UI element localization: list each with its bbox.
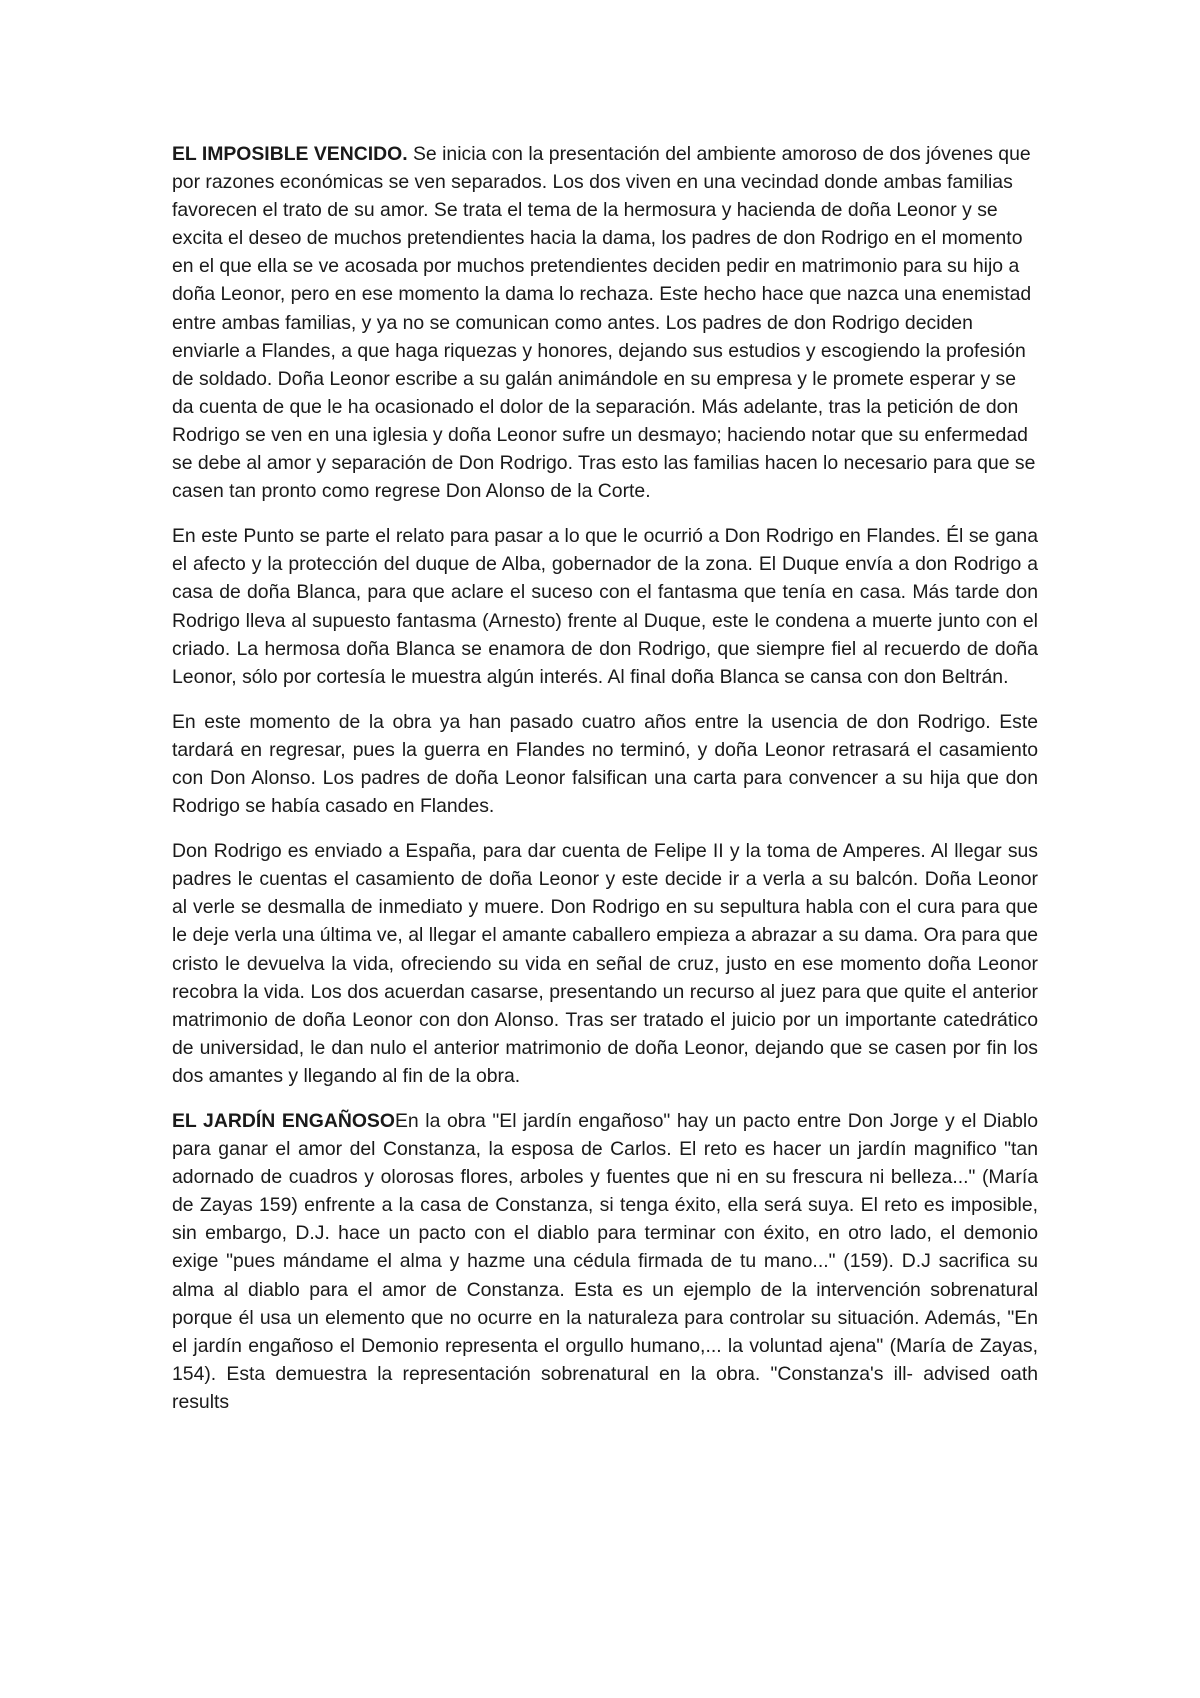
paragraph-text: En la obra "El jardín engañoso" hay un pacto entre Don Jorge y el Diablo para ganar el amor del Constanza, la esposa de Carlos. El reto es hacer un jardín magnifico "tan adornado de cuadros y olorosas flores, arboles y fuentes que ni en su frescura ni belleza..." (María de Zayas 159) enfrente a la casa de Constanza, si tenga éxito, ella será suya. El reto es imposible, sin embargo, D.J. hace un pacto con el diablo para terminar con éxito, en otro lado, el demonio exige "pues mándame el alma y hazme una cédula firmada de tu mano..." (159). D.J sacrifica su alma al diablo para el amor de Constanza. Esta es un ejemplo de la intervención sobrenatural porque él usa un elemento que no ocurre en la naturaleza para controlar su situación. Además, "En el jardín engañoso el Demonio representa el orgullo humano,... la voluntad ajena" (María de Zayas, 154). Esta demuestra la representación sobrenatural en la obra. "Constanza's ill- advised oath results [172, 1110, 1039, 1413]
paragraph-jardin-enganoso [172, 1107, 1038, 1416]
paragraph-flandes: En este Punto se parte el relato para pasar a lo que le ocurrió a Don Rodrigo en Flandes. Él se gana el afecto y la protección del duque de Alba, gobernador de la zona. El Duque envía a don Rodrigo a casa de doña Blanca, para que aclare el suceso con el fantasma que tenía en casa. Más tarde don Rodrigo lleva al supuesto fantasma (Arnesto) frente al Duque, este le condena a muerte junto con el criado. La hermosa doña Blanca se enamora de don Rodrigo, que siempre fiel al recuerdo de doña Leonor, sólo por cortesía le muestra algún interés. Al final doña Blanca se cansa con don Beltrán. [172, 525, 1038, 688]
paragraph-imposible-vencido [172, 140, 1038, 505]
paragraph-regreso: Don Rodrigo es enviado a España, para dar cuenta de Felipe II y la toma de Amperes. Al llegar sus padres le cuentas el casamiento de doña Leonor y este decide ir a verla a su balcón. Doña Leonor al verle se desmalla de inmediato y muere. Don Rodrigo en su sepultura habla con el cura para que le deje verla una última ve, al llegar el amante caballero empieza a abrazar a su dama. Ora para que cristo le devuelva la vida, ofreciendo su vida en señal de cruz, justo en ese momento doña Leonor recobra la vida. Los dos acuerdan casarse, presentando un recurso al juez para que quite el anterior matrimonio de doña Leonor con don Alonso. Tras ser tratado el juicio por un importante catedrático de universidad, le dan nulo el anterior matrimonio de doña Leonor, dejando que se casen por fin los dos amantes y llegando al fin de la obra. [172, 840, 1038, 1087]
document-page [172, 140, 1038, 1433]
paragraph-text: Se inicia con la presentación del ambiente amoroso de dos jóvenes que por razones económicas se ven separados. Los dos viven en una vecindad donde ambas familias favorecen el trato de su amor. Se trata el tema de la hermosura y hacienda de doña Leonor y se excita el deseo de muchos pretendientes hacia la dama, los padres de don Rodrigo en el momento en el que ella se ve acosada por muchos pretendientes deciden pedir en matrimonio para su hijo a doña Leonor, pero en ese momento la dama lo rechaza. Este hecho hace que nazca una enemistad entre ambas familias, y ya no se comunican como antes. Los padres de don Rodrigo deciden enviarle a Flandes, a que haga riquezas y honores, dejando sus estudios y escogiendo la profesión de soldado. Doña Leonor escribe a su galán animándole en su empresa y le promete esperar y se da cuenta de que le ha ocasionado el dolor de la separación. Más adelante, tras la petición de don Rodrigo se ven en una iglesia y doña Leonor sufre un desmayo; haciendo notar que su enfermedad se debe al amor y separación de Don Rodrigo. Tras esto las familias hacen lo necesario para que se casen tan pronto como regrese Don Alonso de la Corte. [172, 143, 1036, 503]
section-heading-jardin-enganoso: EL JARDÍN ENGAÑOSO [172, 1110, 395, 1132]
paragraph-ausencia: En este momento de la obra ya han pasado cuatro años entre la usencia de don Rodrigo. Este tardará en regresar, pues la guerra en Flandes no terminó, y doña Leonor retrasará el casamiento con Don Alonso. Los padres de doña Leonor falsifican una carta para convencer a su hija que don Rodrigo se había casado en Flandes. [172, 710, 1038, 818]
section-heading-imposible-vencido: EL IMPOSIBLE VENCIDO. [172, 143, 408, 165]
